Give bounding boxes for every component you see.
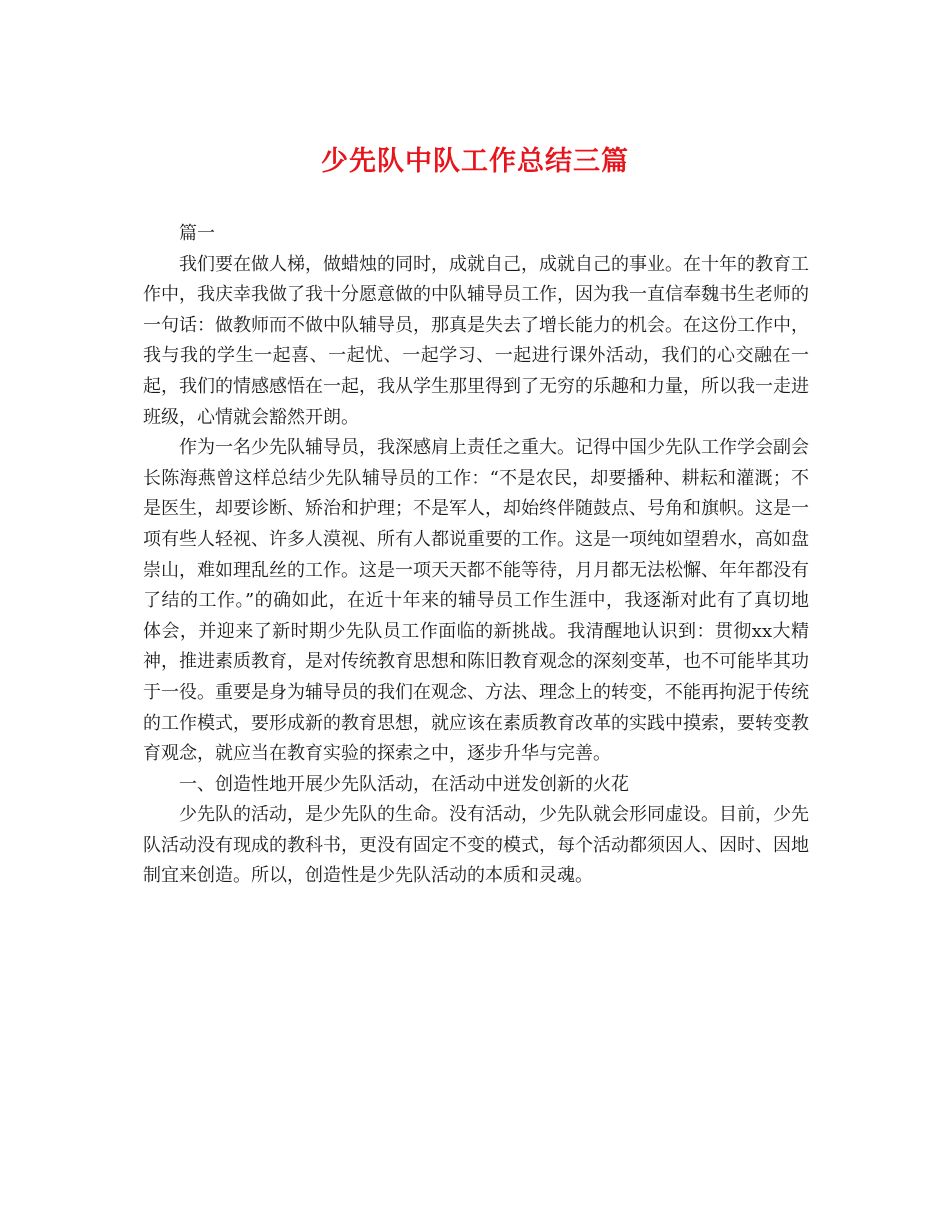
section-label: 篇一	[179, 223, 215, 244]
document-body	[143, 219, 809, 892]
paragraph: 少先队的活动，是少先队的生命。没有活动，少先队就会形同虚设。目前，少先队活动没有现成的教科书，更没有固定不变的模式，每个活动都须因人、因时、因地制宜来创造。所以，创造性是少先队活动的本质和灵魂。	[143, 804, 809, 887]
document-title: 少先队中队工作总结三篇	[321, 146, 629, 177]
paragraph: 作为一名少先队辅导员，我深感肩上责任之重大。记得中国少先队工作学会副会长陈海燕曾这样总结少先队辅导员的工作：“不是农民，却要播种、耕耘和灌溉；不是医生，却要诊断、矫治和护理；不是军人，却始终伴随鼓点、号角和旗帜。这是一项有些人轻视、许多人漠视、所有人都说重要的工作。这是一项纯如望碧水，高如盘崇山，难如理乱丝的工作。这是一项天天都不能等待，月月都无法松懈、年年都没有了结的工作。”的确如此，在近十年来的辅导员工作生涯中，我逐渐对此有了真切地体会，并迎来了新时期少先队员工作面临的新挑战。我清醒地认识到：贯彻xx大精神，推进素质教育，是对传统教育思想和陈旧教育观念的深刻变革，也不可能毕其功于一役。重要是身为辅导员的我们在观念、方法、理念上的转变，不能再拘泥于传统的工作模式，要形成新的教育思想，就应该在素质教育改革的实践中摸索，要转变教育观念，就应当在教育实验的探索之中，逐步升华与完善。	[143, 437, 809, 765]
paragraph: 我们要在做人梯，做蜡烛的同时，成就自己，成就自己的事业。在十年的教育工作中，我庆幸我做了我十分愿意做的中队辅导员工作，因为我一直信奉魏书生老师的一句话：做教师而不做中队辅导员，那真是失去了增长能力的机会。在这份工作中，我与我的学生一起喜、一起忧、一起学习、一起进行课外活动，我们的心交融在一起，我们的情感感悟在一起，我从学生那里得到了无穷的乐趣和力量，所以我一走进班级，心情就会豁然开朗。	[143, 253, 809, 428]
section-heading: 一、创造性地开展少先队活动，在活动中迸发创新的火花	[179, 773, 629, 795]
